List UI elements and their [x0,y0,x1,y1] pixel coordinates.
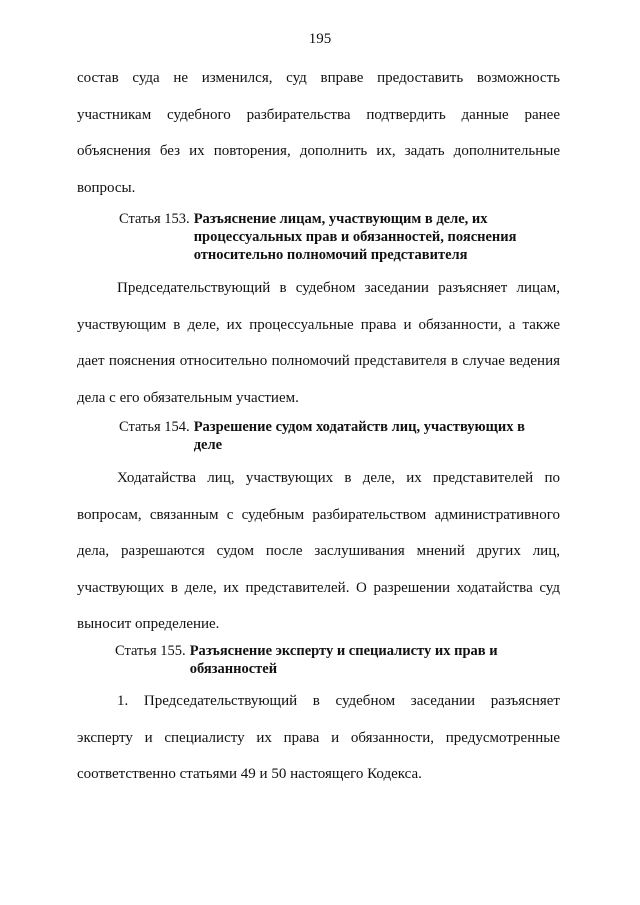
article-155-number: Статья 155. [115,643,186,659]
article-154-heading [119,418,539,454]
article-155-title: Разъяснение эксперту и специалисту их прав и обязанностей [189,643,498,677]
article-153-text: Председательствующий в судебном заседании разъясняет лицам, участвующим в деле, их процессуальные права и обязанности, а также дает пояснения относительно полномочий представителя в случае ведения дела с его обязательным участием. [77,280,560,406]
article-153-number: Статья 153. [119,211,190,227]
article-153-title: Разъяснение лицам, участвующим в деле, их процессуальных прав и обязанностей, пояснения относительно полномочий представителя [193,211,517,263]
page-number: 195 [308,31,332,47]
article-154-title: Разрешение судом ходатайств лиц, участвующих в деле [193,419,525,453]
article-155-text: 1. Председательствующий в судебном заседании разъясняет эксперту и специалисту их права и обязанности, предусмотренные соответственно статьями 49 и 50 настоящего Кодекса. [77,693,560,782]
article-153-heading [119,210,539,264]
article-154-number: Статья 154. [119,419,190,435]
article-154-text: Ходатайства лиц, участвующих в деле, их представителей по вопросам, связанным с судебным разбирательством административного дела, разрешаются судом после заслушивания мнений других лиц, участвующих в деле, их представителей. О разрешении ходатайства суд выносит определение. [77,470,560,632]
paragraph-continuation: состав суда не изменился, суд вправе предоставить возможность участникам судебного разбирательства подтвердить данные ранее объяснения без их повторения, дополнить их, задать дополнительные вопросы. [77,70,560,196]
article-155-heading [115,642,535,678]
